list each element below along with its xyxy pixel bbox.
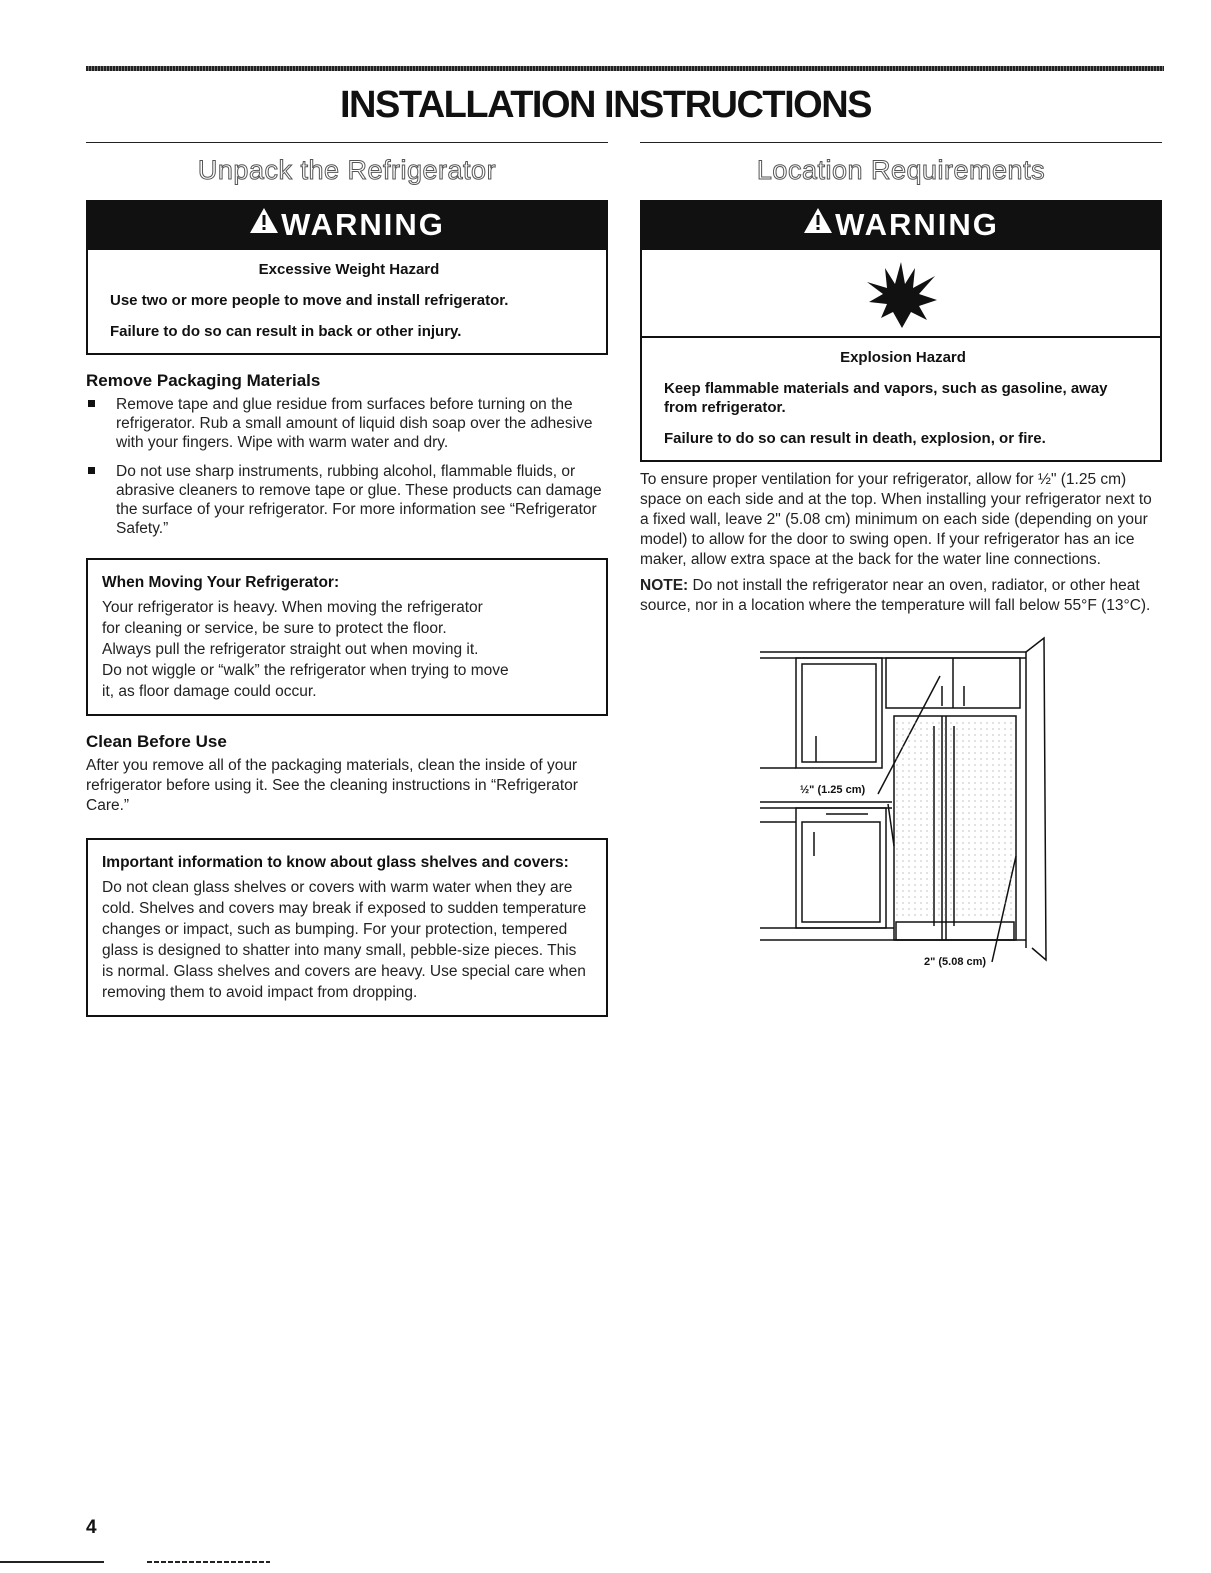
warning-header — [642, 202, 1160, 250]
section-rule — [86, 142, 608, 143]
right-column — [640, 142, 1162, 976]
cabinet-refrigerator-illustration — [756, 636, 1056, 976]
warning-label: WARNING — [281, 207, 445, 242]
bullet-square-icon — [88, 400, 95, 407]
left-column — [86, 142, 608, 1017]
packaging-list — [86, 395, 608, 538]
moving-line: Do not wiggle or “walk” the refrigerator when trying to move — [102, 662, 509, 679]
clean-heading: Clean Before Use — [86, 732, 227, 751]
glass-box-text: Do not clean glass shelves or covers with warm water when they are cold. Shelves and covers may break if exposed to sudden temperature changes or impact, such as bumping. For your protection, tempered glass is designed to shatter into many small, pebble-size pieces. This is normal. Glass shelves and covers are heavy. Use special care when removing them to avoid impact from dropping. — [102, 879, 587, 1001]
bullet-square-icon — [88, 467, 95, 474]
clearance-label-half-inch: ½" (1.25 cm) — [800, 784, 866, 796]
moving-box-title: When Moving Your Refrigerator: — [102, 574, 340, 591]
bottom-rule — [0, 1561, 104, 1563]
note-text: Do not install the refrigerator near an oven, radiator, or other heat source, nor in a location where the temperature will fall below 55°F (13°C). — [640, 577, 1151, 614]
moving-line: Your refrigerator is heavy. When moving the refrigerator — [102, 599, 483, 616]
clearance-diagram — [756, 636, 1056, 976]
warning-body — [642, 338, 1160, 460]
warning-instruction: Use two or more people to move and install refrigerator. — [110, 292, 509, 309]
warning-triangle-icon — [803, 206, 833, 242]
explosion-icon — [865, 260, 939, 328]
warning-body — [88, 250, 606, 353]
warning-instruction: Keep flammable materials and vapors, such as gasoline, away from refrigerator. — [664, 380, 1108, 416]
bottom-rule — [147, 1561, 270, 1563]
clearance-label-two-inch: 2" (5.08 cm) — [924, 956, 987, 968]
hazard-title: Excessive Weight Hazard — [258, 261, 440, 278]
page-title: INSTALLATION INSTRUCTIONS — [339, 84, 872, 126]
explosion-warning-box — [640, 200, 1162, 462]
moving-info-box — [86, 558, 608, 716]
section-title-unpack: Unpack the Refrigerator — [197, 155, 497, 185]
warning-header — [88, 202, 606, 250]
warning-triangle-icon — [249, 206, 279, 242]
weight-warning-box — [86, 200, 608, 355]
note-paragraph — [640, 576, 1162, 616]
warning-label: WARNING — [835, 207, 999, 242]
hazard-title: Explosion Hazard — [840, 349, 966, 366]
glass-box-title: Important information to know about glass shelves and covers: — [102, 854, 569, 871]
clean-text: After you remove all of the packaging materials, clean the inside of your refrigerator before using it. See the cleaning instructions in “Refrigerator Care.” — [86, 757, 578, 814]
note-label: NOTE: — [640, 577, 689, 594]
list-item: Do not use sharp instruments, rubbing alcohol, flammable fluids, or abrasive cleaners to remove tape or glue. These products can damage the surface of your refrigerator. For more information see “Refrigerator Safety.” — [86, 462, 608, 538]
warning-consequence: Failure to do so can result in back or other injury. — [110, 323, 462, 340]
section-rule — [640, 142, 1162, 143]
top-rule — [86, 66, 1164, 71]
section-title-location: Location Requirements — [756, 155, 1046, 185]
page-number: 4 — [86, 1517, 97, 1538]
moving-line: for cleaning or service, be sure to protect the floor. — [102, 620, 447, 637]
moving-line: Always pull the refrigerator straight out when moving it. — [102, 641, 479, 658]
remove-packaging-heading: Remove Packaging Materials — [86, 371, 321, 390]
moving-line: it, as floor damage could occur. — [102, 683, 317, 700]
explosion-icon-row — [642, 250, 1160, 338]
glass-info-box — [86, 838, 608, 1017]
warning-consequence: Failure to do so can result in death, explosion, or fire. — [664, 430, 1046, 447]
ventilation-text: To ensure proper ventilation for your refrigerator, allow for ½" (1.25 cm) space on each side and at the top. When installing your refrigerator next to a fixed wall, leave 2" (5.08 cm) minimum on each side (depending on your model) to allow for the door to swing open. If your refrigerator has an ice maker, allow extra space at the back for the water line connections. — [640, 471, 1152, 568]
list-item: Remove tape and glue residue from surfaces before turning on the refrigerator. Rub a small amount of liquid dish soap over the adhesive with your fingers. Wipe with warm water and dry. — [86, 395, 608, 452]
